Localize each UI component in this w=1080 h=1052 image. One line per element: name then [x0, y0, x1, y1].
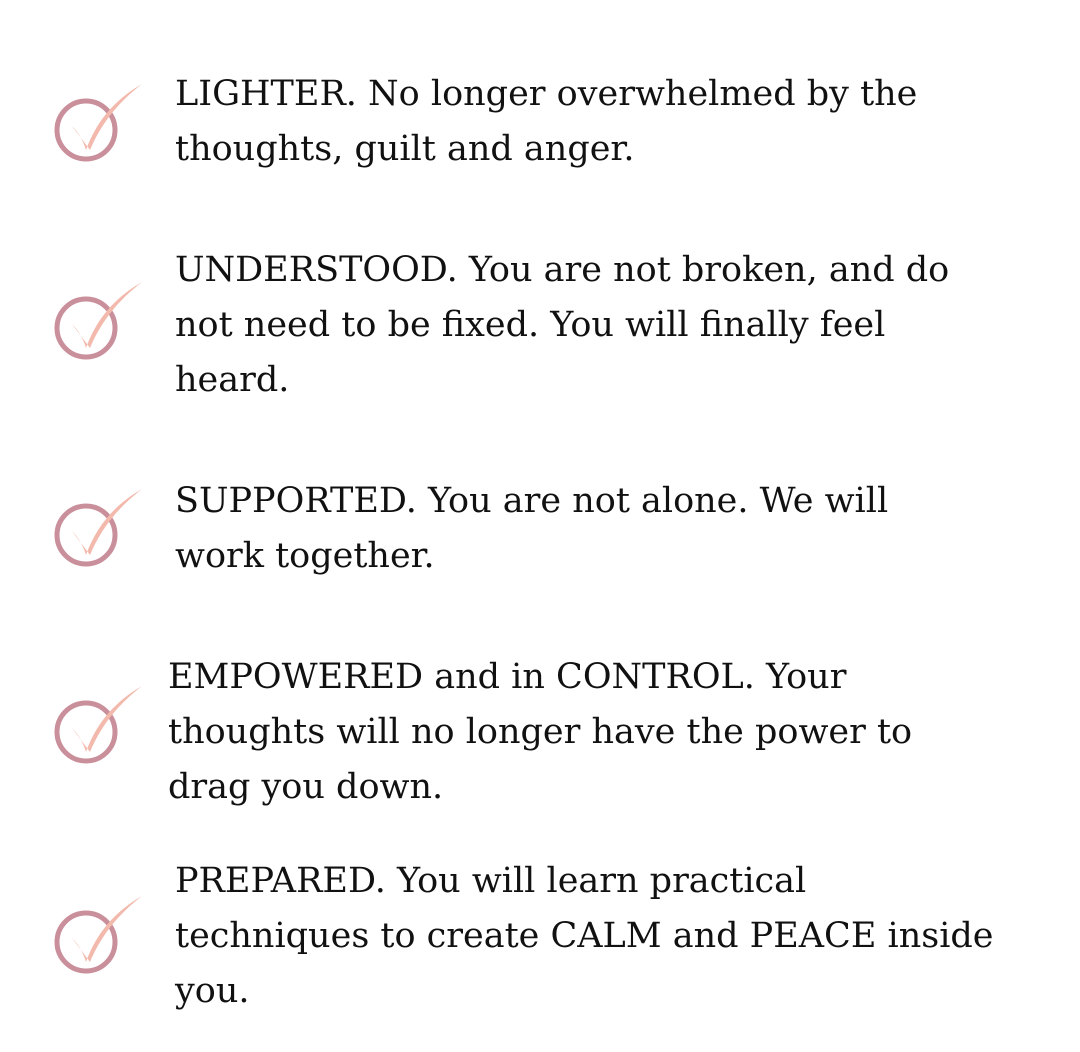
item-line: PREPARED. You will learn practical — [175, 861, 807, 901]
item-text — [175, 854, 994, 1019]
item-text — [168, 650, 912, 815]
item-line: SUPPORTED. You are not alone. We will — [175, 481, 889, 521]
checkmark-in-circle-icon — [50, 892, 150, 982]
item-line: thoughts, guilt and anger. — [175, 129, 635, 169]
item-text — [175, 474, 888, 584]
checkmark-in-circle-icon — [50, 682, 150, 772]
item-line: drag you down. — [168, 767, 444, 807]
item-line: heard. — [175, 360, 290, 400]
item-text — [175, 67, 917, 177]
item-line: UNDERSTOOD. You are not broken, and do — [175, 250, 950, 290]
item-line: LIGHTER. No longer overwhelmed by the — [175, 74, 918, 114]
item-line: EMPOWERED and in CONTROL. Your — [168, 657, 847, 697]
checkmark-in-circle-icon — [50, 80, 150, 170]
item-line: thoughts will no longer have the power to — [168, 712, 913, 752]
checkmark-in-circle-icon — [50, 485, 150, 575]
item-text — [175, 243, 949, 408]
item-line: you. — [175, 971, 250, 1011]
checkmark-in-circle-icon — [50, 278, 150, 368]
item-line: techniques to create CALM and PEACE inside — [175, 916, 994, 956]
item-line: work together. — [175, 536, 435, 576]
item-line: not need to be fixed. You will finally feel — [175, 305, 886, 345]
